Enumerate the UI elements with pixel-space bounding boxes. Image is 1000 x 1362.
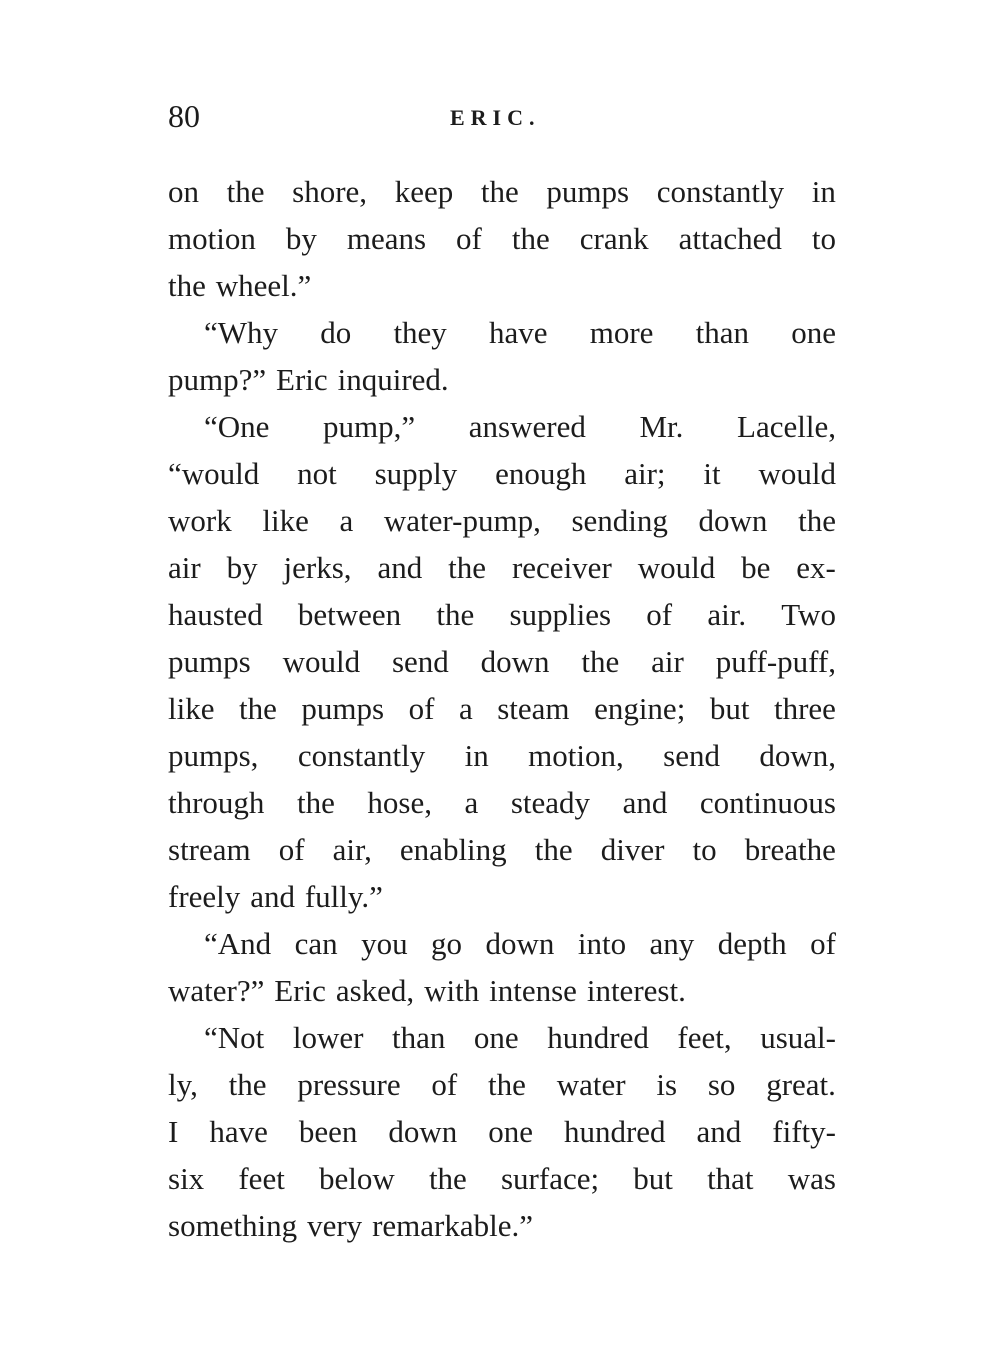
text-line: air by jerks, and the receiver would be ex- xyxy=(168,550,836,585)
text-line: work like a water-pump, sending down the xyxy=(168,503,836,538)
text-line: ly, the pressure of the water is so great. xyxy=(168,1067,836,1102)
text-line: stream of air, enabling the diver to breathe xyxy=(168,832,836,867)
text-line: water?” Eric asked, with intense interest. xyxy=(168,973,686,1008)
text-line: freely and fully.” xyxy=(168,879,383,914)
page-number: 80 xyxy=(168,98,200,134)
text-line: on the shore, keep the pumps constantly in xyxy=(168,174,836,209)
text-line: six feet below the surface; but that was xyxy=(168,1161,836,1196)
text-line: like the pumps of a steam engine; but three xyxy=(168,691,836,726)
text-line: “And can you go down into any depth of xyxy=(204,926,836,961)
text-line: I have been down one hundred and fifty- xyxy=(168,1114,836,1149)
text-line: pumps, constantly in motion, send down, xyxy=(168,738,836,773)
text-line: motion by means of the crank attached to xyxy=(168,221,836,256)
text-line: “Not lower than one hundred feet, usual- xyxy=(204,1020,836,1055)
text-line: something very remarkable.” xyxy=(168,1208,533,1243)
running-head: ERIC. xyxy=(450,105,541,130)
text-line: hausted between the supplies of air. Two xyxy=(168,597,836,632)
text-line: pump?” Eric inquired. xyxy=(168,362,449,397)
text-line: “Why do they have more than one xyxy=(204,315,836,350)
text-line: through the hose, a steady and continuous xyxy=(168,785,836,820)
text-line: pumps would send down the air puff-puff, xyxy=(168,644,836,679)
text-line: “One pump,” answered Mr. Lacelle, xyxy=(204,409,836,444)
text-line: “would not supply enough air; it would xyxy=(168,456,836,491)
text-line: the wheel.” xyxy=(168,268,312,303)
body-text xyxy=(168,168,836,1249)
page-header xyxy=(168,96,836,136)
